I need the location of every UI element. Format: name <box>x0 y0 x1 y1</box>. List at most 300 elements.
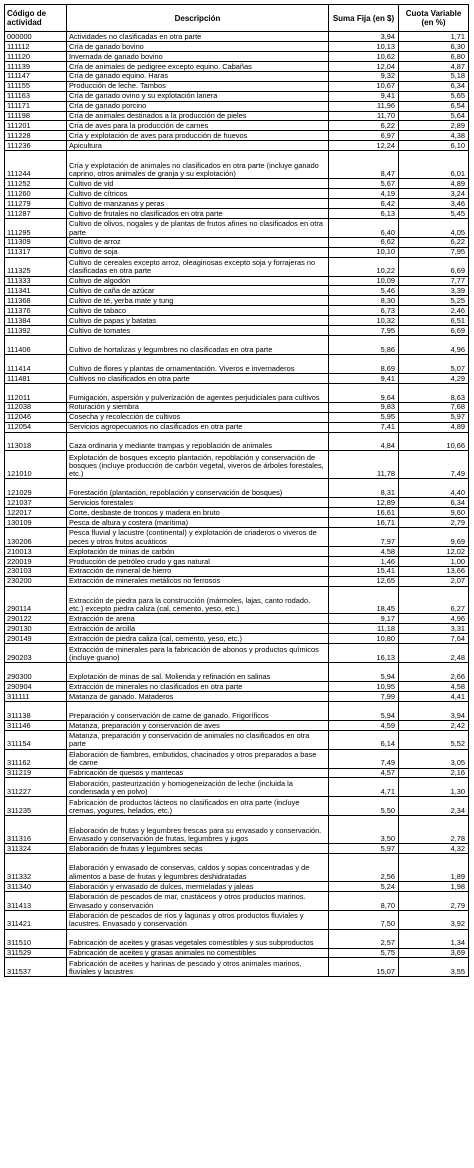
variable-quota-cell: 1,00 <box>399 556 469 566</box>
description-cell: Matanza, preparación y conservación de aves <box>67 720 329 730</box>
description-cell: Cultivo de olivos, nogales y de plantas de frutos afines no clasificados en otra parte <box>67 218 329 237</box>
table-row <box>5 336 469 355</box>
activity-code-cell: 111333 <box>5 276 67 286</box>
table-row <box>5 286 469 296</box>
table-row <box>5 556 469 566</box>
description-cell: Extracción de piedra caliza (cal, cemento, yeso, etc.) <box>67 634 329 644</box>
variable-quota-cell: 9,69 <box>399 527 469 546</box>
description-cell: Cría y explotación de aves para producción de huevos <box>67 131 329 141</box>
activity-code-cell: 311421 <box>5 910 67 929</box>
description-cell: Forestación (plantación, repoblación y conservación de bosques) <box>67 479 329 498</box>
activity-code-cell: 111155 <box>5 81 67 91</box>
fixed-sum-cell: 9,41 <box>329 373 399 383</box>
variable-quota-cell: 5,64 <box>399 111 469 121</box>
fixed-sum-cell: 6,42 <box>329 198 399 208</box>
activity-code-cell: 111309 <box>5 237 67 247</box>
variable-quota-cell: 13,66 <box>399 566 469 576</box>
description-cell: Extracción de mineral de hierro <box>67 566 329 576</box>
activity-code-cell: 112011 <box>5 383 67 402</box>
variable-quota-cell: 4,87 <box>399 61 469 71</box>
activity-code-cell: 111406 <box>5 336 67 355</box>
variable-quota-cell: 5,52 <box>399 730 469 749</box>
activity-code-cell: 111287 <box>5 208 67 218</box>
activity-code-cell: 112054 <box>5 422 67 432</box>
activity-code-cell: 111376 <box>5 306 67 316</box>
description-cell: Apicultura <box>67 141 329 151</box>
table-row <box>5 402 469 412</box>
variable-quota-cell: 5,97 <box>399 412 469 422</box>
activity-code-cell: 111236 <box>5 141 67 151</box>
description-cell: Cría y explotación de animales no clasificados en otra parte (incluye ganado caprino, otros animales de granja y su explotación) <box>67 151 329 179</box>
table-header-row <box>5 5 469 32</box>
table-row <box>5 189 469 199</box>
table-row <box>5 576 469 586</box>
table-row <box>5 422 469 432</box>
fixed-sum-cell: 10,80 <box>329 634 399 644</box>
variable-quota-cell: 4,38 <box>399 131 469 141</box>
fixed-sum-cell: 7,41 <box>329 422 399 432</box>
fixed-sum-cell: 8,47 <box>329 151 399 179</box>
description-cell: Cultivo de algodón <box>67 276 329 286</box>
fixed-sum-cell: 5,67 <box>329 179 399 189</box>
variable-quota-cell: 6,80 <box>399 51 469 61</box>
variable-quota-cell: 6,10 <box>399 141 469 151</box>
variable-quota-cell: 3,24 <box>399 189 469 199</box>
variable-quota-cell: 4,40 <box>399 479 469 498</box>
activity-code-cell: 111325 <box>5 257 67 276</box>
variable-quota-cell: 4,58 <box>399 682 469 692</box>
description-cell: Elaboración y envasado de conservas, caldos y sopas concentradas y de alimentos a base de frutas y legumbres deshidratadas <box>67 854 329 882</box>
table-row <box>5 566 469 576</box>
activity-code-cell: 111228 <box>5 131 67 141</box>
description-cell: Cultivo de cítricos <box>67 189 329 199</box>
table-row <box>5 198 469 208</box>
table-row <box>5 854 469 882</box>
table-row <box>5 383 469 402</box>
description-cell: Cría de ganado equino. Haras <box>67 71 329 81</box>
description-cell: Preparación y conservación de carne de ganado. Frigoríficos <box>67 701 329 720</box>
activity-code-cell: 210013 <box>5 546 67 556</box>
activity-code-cell: 311219 <box>5 768 67 778</box>
table-row <box>5 958 469 977</box>
description-cell: Extracción de minerales no clasificados en otra parte <box>67 682 329 692</box>
description-cell: Cultivo de cereales excepto arroz, oleaginosas excepto soja y forrajeras no clasificadas en otra parte <box>67 257 329 276</box>
description-cell: Matanza de ganado. Mataderos <box>67 692 329 702</box>
description-cell: Cultivo de papas y batatas <box>67 316 329 326</box>
fixed-sum-cell: 12,65 <box>329 576 399 586</box>
fixed-sum-cell: 5,50 <box>329 797 399 816</box>
description-cell: Cultivos no clasificados en otra parte <box>67 373 329 383</box>
variable-quota-cell: 2,34 <box>399 797 469 816</box>
variable-quota-cell: 3,39 <box>399 286 469 296</box>
table-row <box>5 730 469 749</box>
variable-quota-cell: 4,29 <box>399 373 469 383</box>
description-cell: Cultivo de manzanas y peras <box>67 198 329 208</box>
variable-quota-cell: 1,89 <box>399 854 469 882</box>
activity-code-cell: 111295 <box>5 218 67 237</box>
variable-quota-cell: 6,22 <box>399 237 469 247</box>
fixed-sum-cell: 6,13 <box>329 208 399 218</box>
activity-code-cell: 290203 <box>5 644 67 663</box>
fixed-sum-cell: 15,07 <box>329 958 399 977</box>
fixed-sum-cell: 4,19 <box>329 189 399 199</box>
fixed-sum-cell: 10,10 <box>329 247 399 257</box>
table-row <box>5 247 469 257</box>
fixed-sum-cell: 3,50 <box>329 816 399 844</box>
table-row <box>5 51 469 61</box>
fixed-sum-cell: 10,62 <box>329 51 399 61</box>
activity-code-cell: 121029 <box>5 479 67 498</box>
table-row <box>5 624 469 634</box>
description-cell: Explotación de minas de sal. Molienda y refinación en salinas <box>67 663 329 682</box>
table-row <box>5 844 469 854</box>
variable-quota-cell: 3,92 <box>399 910 469 929</box>
table-row <box>5 326 469 336</box>
table-row <box>5 32 469 42</box>
table-row <box>5 41 469 51</box>
activity-code-cell: 112046 <box>5 412 67 422</box>
fixed-sum-cell: 5,86 <box>329 336 399 355</box>
description-cell: Cultivo de arroz <box>67 237 329 247</box>
description-cell: Elaboración, pasteurización y homogeneización de leche (incluida la condensada y en polvo) <box>67 778 329 797</box>
fixed-sum-cell: 3,94 <box>329 32 399 42</box>
fixed-sum-cell: 7,97 <box>329 527 399 546</box>
description-cell: Cosecha y recolección de cultivos <box>67 412 329 422</box>
variable-quota-cell: 3,55 <box>399 958 469 977</box>
variable-quota-cell: 12,02 <box>399 546 469 556</box>
description-cell: Cultivo de flores y plantas de ornamentación. Viveros e invernaderos <box>67 355 329 374</box>
fixed-sum-cell: 15,41 <box>329 566 399 576</box>
table-row <box>5 644 469 663</box>
activity-code-cell: 111198 <box>5 111 67 121</box>
table-row <box>5 797 469 816</box>
fixed-sum-cell: 9,64 <box>329 383 399 402</box>
activity-code-cell: 290149 <box>5 634 67 644</box>
variable-quota-cell: 6,51 <box>399 316 469 326</box>
table-row <box>5 257 469 276</box>
table-row <box>5 237 469 247</box>
header-activity-code: Código de actividad <box>5 5 67 32</box>
fixed-sum-cell: 5,95 <box>329 412 399 422</box>
variable-quota-cell: 2,16 <box>399 768 469 778</box>
fixed-sum-cell: 6,22 <box>329 121 399 131</box>
description-cell: Invernada de ganado bovino <box>67 51 329 61</box>
description-cell: Explotación de minas de carbón <box>67 546 329 556</box>
description-cell: Cría de animales destinados a la producción de pieles <box>67 111 329 121</box>
activity-code-cell: 111147 <box>5 71 67 81</box>
fixed-sum-cell: 1,46 <box>329 556 399 566</box>
table-row <box>5 355 469 374</box>
activity-code-cell: 111384 <box>5 316 67 326</box>
fixed-sum-cell: 10,13 <box>329 41 399 51</box>
fixed-sum-cell: 5,94 <box>329 663 399 682</box>
activity-code-cell: 111414 <box>5 355 67 374</box>
table-row <box>5 412 469 422</box>
table-row <box>5 816 469 844</box>
table-row <box>5 663 469 682</box>
description-cell: Servicios forestales <box>67 498 329 508</box>
fixed-sum-cell: 6,62 <box>329 237 399 247</box>
fixed-sum-cell: 16,13 <box>329 644 399 663</box>
table-row <box>5 586 469 614</box>
fixed-sum-cell: 7,50 <box>329 910 399 929</box>
variable-quota-cell: 8,63 <box>399 383 469 402</box>
activity-code-cell: 111244 <box>5 151 67 179</box>
fixed-sum-cell: 10,09 <box>329 276 399 286</box>
variable-quota-cell: 4,41 <box>399 692 469 702</box>
variable-quota-cell: 4,96 <box>399 614 469 624</box>
variable-quota-cell: 2,48 <box>399 644 469 663</box>
table-row <box>5 479 469 498</box>
variable-quota-cell: 9,60 <box>399 508 469 518</box>
activity-code-cell: 111481 <box>5 373 67 383</box>
fixed-sum-cell: 4,71 <box>329 778 399 797</box>
table-row <box>5 91 469 101</box>
activity-code-cell: 130206 <box>5 527 67 546</box>
description-cell: Cultivo de frutales no clasificados en otra parte <box>67 208 329 218</box>
variable-quota-cell: 2,46 <box>399 306 469 316</box>
description-cell: Cultivo de vid <box>67 179 329 189</box>
table-row <box>5 634 469 644</box>
activity-code-cell: 311413 <box>5 891 67 910</box>
variable-quota-cell: 6,54 <box>399 101 469 111</box>
variable-quota-cell: 4,05 <box>399 218 469 237</box>
fixed-sum-cell: 2,57 <box>329 929 399 948</box>
description-cell: Fumigación, aspersión y pulverización de agentes perjudiciales para cultivos <box>67 383 329 402</box>
activity-code-cell: 311138 <box>5 701 67 720</box>
variable-quota-cell: 5,65 <box>399 91 469 101</box>
fixed-sum-cell: 10,32 <box>329 316 399 326</box>
description-cell: Elaboración de pescados de ríos y lagunas y otros productos fluviales y lacustres. Envasado y conservación <box>67 910 329 929</box>
description-cell: Cultivo de tomates <box>67 326 329 336</box>
table-row <box>5 61 469 71</box>
activity-code-cell: 230103 <box>5 566 67 576</box>
variable-quota-cell: 10,66 <box>399 432 469 451</box>
fixed-sum-cell: 2,56 <box>329 854 399 882</box>
fixed-sum-cell: 10,22 <box>329 257 399 276</box>
variable-quota-cell: 2,78 <box>399 816 469 844</box>
variable-quota-cell: 1,71 <box>399 32 469 42</box>
table-row <box>5 910 469 929</box>
description-cell: Extracción de arena <box>67 614 329 624</box>
description-cell: Elaboración de pescados de mar, crustáceos y otros productos marinos. Envasado y conservación <box>67 891 329 910</box>
description-cell: Cría de aves para la producción de carnes <box>67 121 329 131</box>
header-variable-quota: Cuota Variable (en %) <box>399 5 469 32</box>
description-cell: Cultivo de caña de azúcar <box>67 286 329 296</box>
description-cell: Producción de petróleo crudo y gas natural <box>67 556 329 566</box>
activity-code-cell: 111163 <box>5 91 67 101</box>
table-row <box>5 891 469 910</box>
fixed-sum-cell: 9,83 <box>329 402 399 412</box>
description-cell: Extracción de piedra para la construcción (mármoles, lajas, canto rodado, etc.) excepto piedra caliza (cal, cemento, yeso, etc.) <box>67 586 329 614</box>
table-row <box>5 151 469 179</box>
activity-code-cell: 290300 <box>5 663 67 682</box>
table-row <box>5 614 469 624</box>
activity-code-cell: 311154 <box>5 730 67 749</box>
description-cell: Elaboración y envasado de dulces, mermeladas y jaleas <box>67 881 329 891</box>
variable-quota-cell: 7,77 <box>399 276 469 286</box>
description-cell: Extracción de minerales metálicos no ferrosos <box>67 576 329 586</box>
variable-quota-cell: 6,69 <box>399 257 469 276</box>
activity-code-cell: 121037 <box>5 498 67 508</box>
table-row <box>5 306 469 316</box>
activity-code-cell: 111171 <box>5 101 67 111</box>
description-cell: Fabricación de aceites y grasas vegetales comestibles y sus subproductos <box>67 929 329 948</box>
fixed-sum-cell: 16,71 <box>329 518 399 528</box>
activity-code-cell: 111139 <box>5 61 67 71</box>
description-cell: Fabricación de productos lácteos no clasificados en otra parte (incluye cremas, yogures, helados, etc.) <box>67 797 329 816</box>
variable-quota-cell: 4,96 <box>399 336 469 355</box>
table-row <box>5 208 469 218</box>
activity-code-cell: 311537 <box>5 958 67 977</box>
fixed-sum-cell: 12,24 <box>329 141 399 151</box>
description-cell: Cultivo de té, yerba mate y tung <box>67 296 329 306</box>
activity-code-cell: 111368 <box>5 296 67 306</box>
fixed-sum-cell: 11,96 <box>329 101 399 111</box>
description-cell: Cultivo de tabaco <box>67 306 329 316</box>
fixed-sum-cell: 16,61 <box>329 508 399 518</box>
variable-quota-cell: 7,64 <box>399 634 469 644</box>
table-row <box>5 121 469 131</box>
header-fixed-sum: Suma Fija (en $) <box>329 5 399 32</box>
description-cell: Matanza, preparación y conservación de animales no clasificados en otra parte <box>67 730 329 749</box>
fixed-sum-cell: 6,40 <box>329 218 399 237</box>
fixed-sum-cell: 10,67 <box>329 81 399 91</box>
fixed-sum-cell: 9,32 <box>329 71 399 81</box>
fixed-sum-cell: 9,17 <box>329 614 399 624</box>
table-row <box>5 111 469 121</box>
variable-quota-cell: 6,69 <box>399 326 469 336</box>
activity-code-cell: 111252 <box>5 179 67 189</box>
fixed-sum-cell: 6,97 <box>329 131 399 141</box>
fixed-sum-cell: 5,97 <box>329 844 399 854</box>
activity-code-cell: 311324 <box>5 844 67 854</box>
activity-code-cell: 311316 <box>5 816 67 844</box>
variable-quota-cell: 5,07 <box>399 355 469 374</box>
fixed-sum-cell: 6,14 <box>329 730 399 749</box>
table-row <box>5 518 469 528</box>
variable-quota-cell: 1,30 <box>399 778 469 797</box>
table-row <box>5 929 469 948</box>
activity-code-cell: 111341 <box>5 286 67 296</box>
fixed-sum-cell: 8,31 <box>329 479 399 498</box>
activity-code-cell: 230200 <box>5 576 67 586</box>
description-cell: Cría de animales de pedigree excepto equino. Cabañas <box>67 61 329 71</box>
table-row <box>5 768 469 778</box>
description-cell: Corte, desbaste de troncos y madera en bruto <box>67 508 329 518</box>
activity-code-cell: 290904 <box>5 682 67 692</box>
table-body <box>5 32 469 977</box>
variable-quota-cell: 5,25 <box>399 296 469 306</box>
fixed-sum-cell: 12,89 <box>329 498 399 508</box>
fixed-sum-cell: 5,46 <box>329 286 399 296</box>
activity-code-cell: 111260 <box>5 189 67 199</box>
table-row <box>5 692 469 702</box>
fixed-sum-cell: 5,24 <box>329 881 399 891</box>
table-row <box>5 218 469 237</box>
fixed-sum-cell: 5,94 <box>329 701 399 720</box>
activity-code-cell: 122017 <box>5 508 67 518</box>
table-row <box>5 296 469 306</box>
variable-quota-cell: 4,32 <box>399 844 469 854</box>
table-row <box>5 179 469 189</box>
variable-quota-cell: 7,95 <box>399 247 469 257</box>
description-cell: Elaboración de frutas y legumbres frescas para su envasado y conservación. Envasado y conservación de frutas, legumbres y jugos <box>67 816 329 844</box>
description-cell: Elaboración de fiambres, embutidos, chacinados y otros preparados a base de carne <box>67 749 329 768</box>
variable-quota-cell: 2,42 <box>399 720 469 730</box>
activity-code-cell: 121010 <box>5 451 67 479</box>
description-cell: Pesca de altura y costera (marítima) <box>67 518 329 528</box>
description-cell: Producción de leche. Tambos <box>67 81 329 91</box>
activity-code-cell: 112038 <box>5 402 67 412</box>
activity-code-cell: 111392 <box>5 326 67 336</box>
variable-quota-cell: 4,89 <box>399 422 469 432</box>
description-cell: Cría de ganado bovino <box>67 41 329 51</box>
fixed-sum-cell: 10,95 <box>329 682 399 692</box>
variable-quota-cell: 5,45 <box>399 208 469 218</box>
fixed-sum-cell: 11,18 <box>329 624 399 634</box>
table-row <box>5 141 469 151</box>
activity-code-cell: 311146 <box>5 720 67 730</box>
variable-quota-cell: 6,34 <box>399 498 469 508</box>
description-cell: Caza ordinaria y mediante trampas y repoblación de animales <box>67 432 329 451</box>
variable-quota-cell: 2,66 <box>399 663 469 682</box>
description-cell: Roturación y siembra <box>67 402 329 412</box>
table-row <box>5 81 469 91</box>
table-row <box>5 948 469 958</box>
activity-code-cell: 111120 <box>5 51 67 61</box>
table-row <box>5 778 469 797</box>
variable-quota-cell: 2,89 <box>399 121 469 131</box>
table-row <box>5 749 469 768</box>
description-cell: Servicios agropecuarios no clasificados en otra parte <box>67 422 329 432</box>
activity-code-cell: 290114 <box>5 586 67 614</box>
description-cell: Cultivo de hortalizas y legumbres no clasificadas en otra parte <box>67 336 329 355</box>
table-row <box>5 527 469 546</box>
activity-code-cell: 111279 <box>5 198 67 208</box>
activity-code-cell: 111201 <box>5 121 67 131</box>
variable-quota-cell: 1,98 <box>399 881 469 891</box>
activity-code-cell: 113018 <box>5 432 67 451</box>
table-row <box>5 451 469 479</box>
table-row <box>5 131 469 141</box>
variable-quota-cell: 7,49 <box>399 451 469 479</box>
fixed-sum-cell: 7,95 <box>329 326 399 336</box>
activity-rates-table <box>4 4 469 977</box>
variable-quota-cell: 2,79 <box>399 518 469 528</box>
activity-code-cell: 111112 <box>5 41 67 51</box>
description-cell: Fabricación de aceites y harinas de pescado y otros animales marinos, fluviales y lacustres <box>67 958 329 977</box>
activity-code-cell: 130109 <box>5 518 67 528</box>
activity-code-cell: 000000 <box>5 32 67 42</box>
description-cell: Cría de ganado porcino <box>67 101 329 111</box>
activity-code-cell: 311529 <box>5 948 67 958</box>
variable-quota-cell: 5,18 <box>399 71 469 81</box>
table-row <box>5 316 469 326</box>
variable-quota-cell: 4,89 <box>399 179 469 189</box>
description-cell: Actividades no clasificadas en otra parte <box>67 32 329 42</box>
variable-quota-cell: 6,30 <box>399 41 469 51</box>
fixed-sum-cell: 11,70 <box>329 111 399 121</box>
fixed-sum-cell: 11,78 <box>329 451 399 479</box>
activity-code-cell: 311340 <box>5 881 67 891</box>
variable-quota-cell: 6,27 <box>399 586 469 614</box>
fixed-sum-cell: 9,41 <box>329 91 399 101</box>
fixed-sum-cell: 4,57 <box>329 768 399 778</box>
variable-quota-cell: 3,05 <box>399 749 469 768</box>
activity-code-cell: 311235 <box>5 797 67 816</box>
variable-quota-cell: 3,31 <box>399 624 469 634</box>
